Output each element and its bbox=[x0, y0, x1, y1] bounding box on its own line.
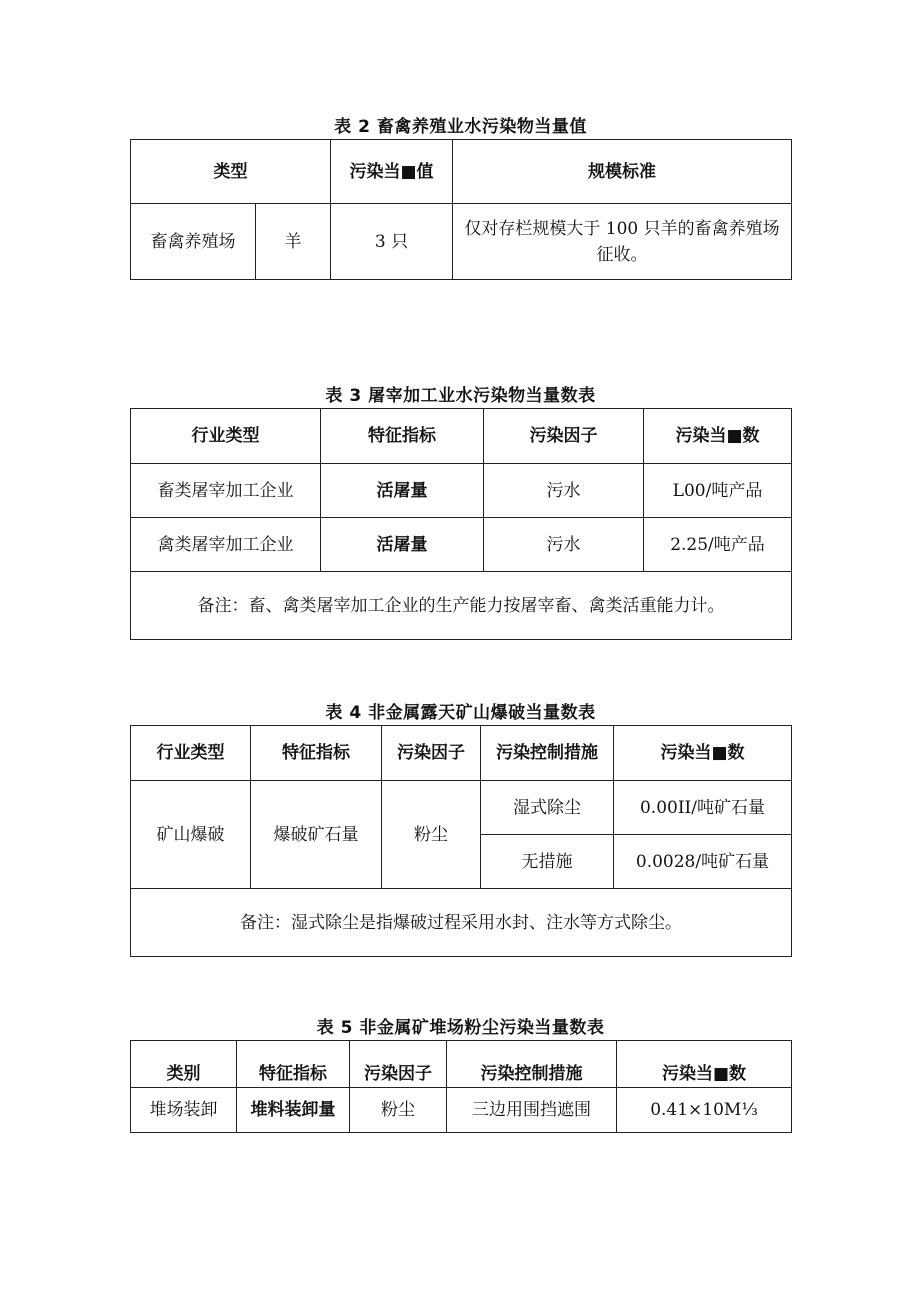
cell-indicator: 堆料装卸量 bbox=[237, 1088, 350, 1133]
cell-value: L00/吨产品 bbox=[644, 464, 792, 518]
cell-measure: 湿式除尘 bbox=[481, 781, 614, 835]
header-factor: 污染因子 bbox=[382, 726, 481, 781]
table2-caption: 表 2 畜禽养殖业水污染物当量值 bbox=[334, 117, 587, 137]
cell-value: 0.0028/吨矿石量 bbox=[614, 835, 792, 889]
table-row bbox=[131, 781, 792, 835]
header-type: 类型 bbox=[131, 140, 331, 204]
cell-factor: 粉尘 bbox=[382, 781, 481, 889]
table-row bbox=[131, 464, 792, 518]
cell-factor: 粉尘 bbox=[350, 1088, 447, 1133]
cell-animal: 羊 bbox=[256, 204, 331, 280]
header-value: 污染当■数 bbox=[644, 409, 792, 464]
table5 bbox=[130, 1040, 792, 1133]
cell-standard: 仅对存栏规模大于 100 只羊的畜禽养殖场征收。 bbox=[453, 204, 792, 280]
table-header-row bbox=[131, 409, 792, 464]
header-control-measure: 污染控制措施 bbox=[447, 1041, 617, 1088]
header-value: 污染当■数 bbox=[614, 726, 792, 781]
table-header-row bbox=[131, 726, 792, 781]
cell-type: 畜禽养殖场 bbox=[131, 204, 256, 280]
cell-value: 2.25/吨产品 bbox=[644, 518, 792, 572]
header-indicator: 特征指标 bbox=[237, 1041, 350, 1088]
table3-caption: 表 3 屠宰加工业水污染物当量数表 bbox=[325, 386, 596, 406]
header-control-measure: 污染控制措施 bbox=[481, 726, 614, 781]
header-scale-standard: 规模标准 bbox=[453, 140, 792, 204]
cell-industry: 畜类屠宰加工企业 bbox=[131, 464, 321, 518]
table3-note: 备注：畜、禽类屠宰加工企业的生产能力按屠宰畜、禽类活重能力计。 bbox=[131, 572, 792, 640]
cell-measure: 三边用围挡遮围 bbox=[447, 1088, 617, 1133]
note-row bbox=[131, 889, 792, 957]
header-value: 污染当■数 bbox=[617, 1041, 792, 1088]
header-indicator: 特征指标 bbox=[321, 409, 484, 464]
table4 bbox=[130, 725, 792, 957]
table4-note: 备注：湿式除尘是指爆破过程采用水封、注水等方式除尘。 bbox=[131, 889, 792, 957]
note-row bbox=[131, 572, 792, 640]
cell-value: 0.00II/吨矿石量 bbox=[614, 781, 792, 835]
cell-factor: 污水 bbox=[484, 464, 644, 518]
table-row bbox=[131, 518, 792, 572]
header-industry: 行业类型 bbox=[131, 409, 321, 464]
cell-industry: 矿山爆破 bbox=[131, 781, 251, 889]
cell-factor: 污水 bbox=[484, 518, 644, 572]
header-category: 类别 bbox=[131, 1041, 237, 1088]
table-row bbox=[131, 204, 792, 280]
cell-value: 0.41×10M⅓ bbox=[617, 1088, 792, 1133]
table5-caption: 表 5 非金属矿堆场粉尘污染当量数表 bbox=[316, 1018, 605, 1038]
cell-value: 3 只 bbox=[331, 204, 453, 280]
table-row bbox=[131, 1088, 792, 1133]
table4-caption: 表 4 非金属露天矿山爆破当量数表 bbox=[325, 703, 596, 723]
cell-indicator: 活屠量 bbox=[321, 464, 484, 518]
cell-measure: 无措施 bbox=[481, 835, 614, 889]
table3 bbox=[130, 408, 792, 640]
header-pollution-value: 污染当■值 bbox=[331, 140, 453, 204]
header-industry: 行业类型 bbox=[131, 726, 251, 781]
cell-indicator: 爆破矿石量 bbox=[251, 781, 382, 889]
cell-industry: 禽类屠宰加工企业 bbox=[131, 518, 321, 572]
header-factor: 污染因子 bbox=[484, 409, 644, 464]
table-header-row bbox=[131, 1041, 792, 1088]
header-factor: 污染因子 bbox=[350, 1041, 447, 1088]
cell-category: 堆场装卸 bbox=[131, 1088, 237, 1133]
header-indicator: 特征指标 bbox=[251, 726, 382, 781]
table2 bbox=[130, 139, 792, 280]
table-header-row bbox=[131, 140, 792, 204]
cell-indicator: 活屠量 bbox=[321, 518, 484, 572]
